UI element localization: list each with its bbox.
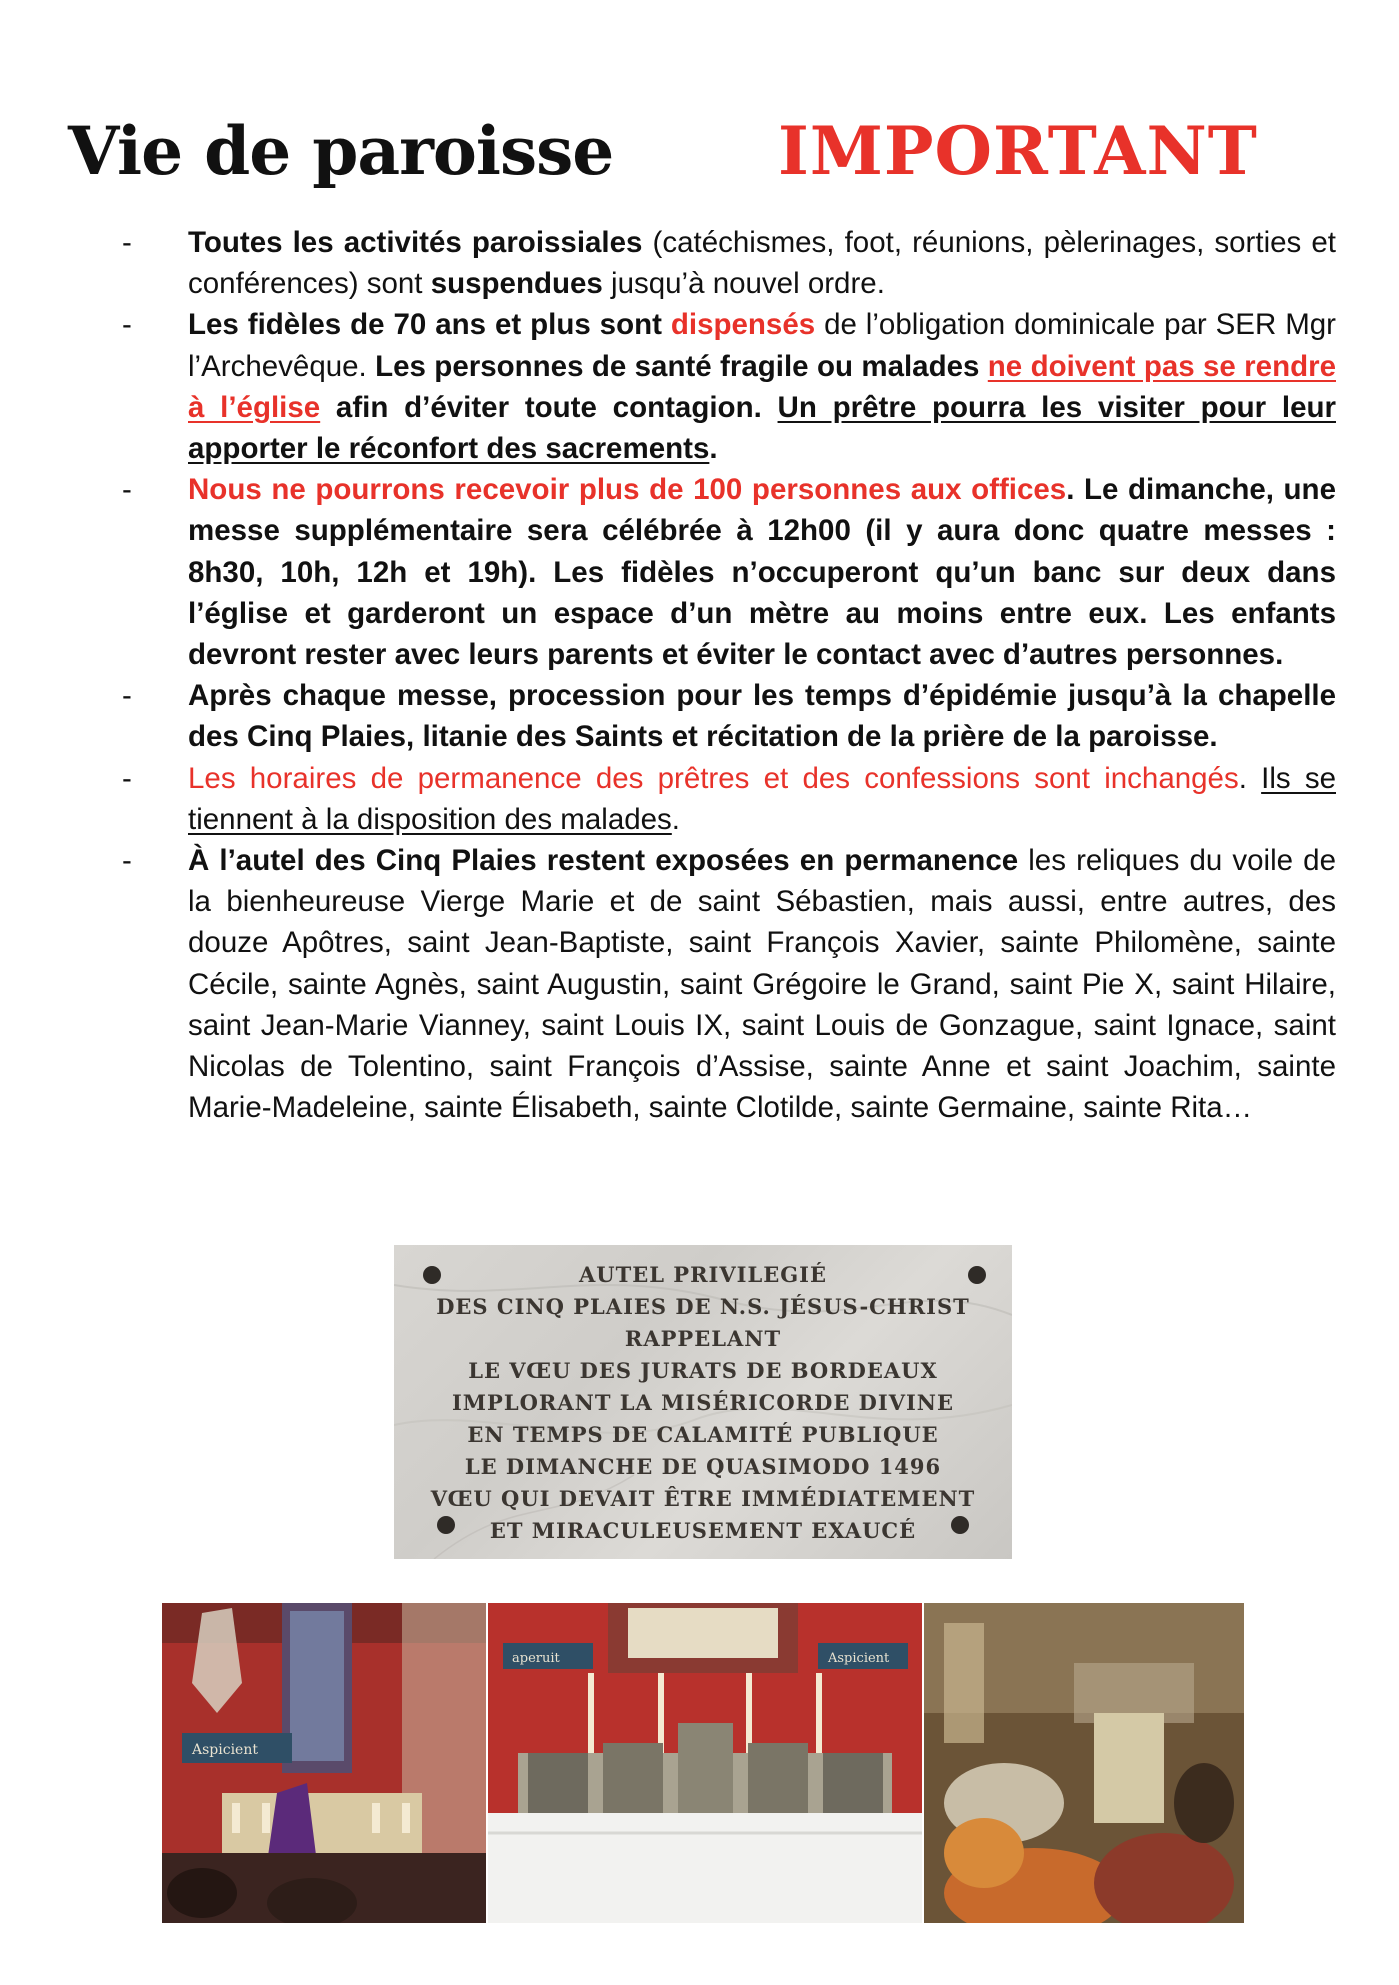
- canopy: [1094, 1713, 1164, 1823]
- announcement-item: [122, 222, 1336, 304]
- announcement-text: suspendues: [430, 267, 603, 301]
- altar-inscription-panel: [628, 1608, 778, 1658]
- announcement-text: Un prêtre pourra les visiter pour leur apporter le réconfort des sacrements: [188, 390, 1336, 466]
- plaque-line: ET MIRACULEUSEMENT EXAUCÉ: [489, 1518, 917, 1543]
- plaque-line: VŒU QUI DEVAIT ÊTRE IMMÉDIATEMENT: [430, 1486, 976, 1511]
- announcement-item: [122, 469, 1336, 675]
- plaque-line: RAPPELANT: [624, 1326, 782, 1351]
- announcement-text: .: [709, 432, 718, 466]
- plaque-line: AUTEL PRIVILEGIÉ: [578, 1262, 828, 1287]
- banner-text: aperuit: [512, 1651, 560, 1666]
- announcement-item: [122, 840, 1336, 1128]
- announcement-text: Les horaires de permanence des prêtres et des confessions sont inchangés: [188, 761, 1239, 795]
- bullet-dash: -: [122, 761, 132, 795]
- announcement-text: Les personnes de santé fragile ou malades: [375, 349, 988, 383]
- plaque-line: LE DIMANCHE DE QUASIMODO 1496: [464, 1454, 942, 1479]
- announcement-text: de l’obligation dominicale par SER Mgr l’Archevêque.: [188, 308, 1336, 383]
- plaque-line: IMPLORANT LA MISÉRICORDE DIVINE: [451, 1390, 955, 1415]
- important-heading: IMPORTANT: [778, 112, 1258, 190]
- announcement-item: [122, 675, 1336, 757]
- announcement-text: Toutes les activités paroissiales: [188, 226, 643, 259]
- plaque-inscription: [394, 1259, 1012, 1547]
- announcement-text: les reliques du voile de la bienheureuse Vierge Marie et de saint Sébastien, mais aussi, entre autres, des douze Apôtres, saint Jean-Baptiste, saint François Xavier, sainte Philomène, sainte Cécile, sainte Agnès, saint Augustin, saint Grégoire le Grand, saint Pie X, saint Hilaire, saint Jean-Marie Vianney, saint Louis IX, saint Louis de Gonzague, saint Ignace, saint Nicolas de Tolentino, saint François d’Assise, sainte Anne et saint Joachim, sainte Marie-Madeleine, sainte Élisabeth, sainte Clotilde, sainte Germaine, sainte Rita…: [188, 844, 1336, 1125]
- announcement-text: Les fidèles de 70 ans et plus sont: [188, 308, 671, 342]
- bullet-dash: -: [122, 308, 132, 342]
- announcement-text: Nous ne pourrons recevoir plus de 100 personnes aux offices: [188, 473, 1067, 507]
- photo-painting-procession: [924, 1603, 1244, 1923]
- banner-text: Aspicient: [192, 1742, 258, 1758]
- announcement-list: [122, 222, 1336, 1128]
- bullet-dash: -: [122, 226, 132, 259]
- reliquary: [603, 1743, 663, 1813]
- page-title: Vie de paroisse: [68, 112, 614, 190]
- reliquary: [823, 1753, 883, 1813]
- announcement-text: afin d’éviter toute contagion.: [320, 390, 778, 424]
- announcement-text: . Le dimanche, une messe supplémentaire sera célébrée à 12h00 (il y aura donc quatre messes : 8h30, 10h, 12h et 19h). Les fidèles n’occuperont qu’un banc sur deux dans l’église et garderont un espace d’un mètre au moins entre eux. Les enfants devront rester avec leurs parents et éviter le contact avec d’autres personnes.: [188, 473, 1336, 672]
- announcement-text: ne doivent pas se rendre à l’église: [188, 349, 1336, 424]
- bullet-dash: -: [122, 679, 132, 713]
- announcement-text: .: [671, 802, 680, 836]
- reliquary: [748, 1743, 808, 1813]
- altar-cloth: [488, 1813, 922, 1923]
- announcement-text: Ils se tiennent à la disposition des malades: [188, 761, 1336, 836]
- announcement-item: [122, 304, 1336, 469]
- plaque-line: LE VŒU DES JURATS DE BORDEAUX: [468, 1358, 938, 1383]
- plaque-line: EN TEMPS DE CALAMITÉ PUBLIQUE: [467, 1422, 939, 1447]
- announcement-text: (catéchismes, foot, réunions, pèlerinages, sorties et conférences) sont: [188, 226, 1336, 301]
- photo-altar-reliquaries: [488, 1603, 922, 1923]
- photo-mass-at-altar: [162, 1603, 486, 1923]
- announcement-text: .: [1238, 761, 1262, 795]
- announcement-text: À l’autel des Cinq Plaies restent exposées en permanence: [188, 844, 1019, 878]
- central-reliquary: [678, 1723, 733, 1813]
- bullet-dash: -: [122, 844, 132, 878]
- announcement-text: dispensés: [670, 308, 816, 342]
- commemorative-plaque-photo: [394, 1245, 1012, 1559]
- reliquary: [528, 1753, 588, 1813]
- plaque-line: DES CINQ PLAIES DE N.S. JÉSUS-CHRIST: [436, 1294, 970, 1319]
- announcement-text: Après chaque messe, procession pour les temps d’épidémie jusqu’à la chapelle des Cinq Plaies, litanie des Saints et récitation de la prière de la paroisse.: [188, 679, 1336, 754]
- bullet-dash: -: [122, 473, 132, 507]
- announcement-text: jusqu’à nouvel ordre.: [602, 267, 885, 301]
- banner-text: Aspicient: [828, 1651, 890, 1666]
- announcement-item: [122, 758, 1336, 840]
